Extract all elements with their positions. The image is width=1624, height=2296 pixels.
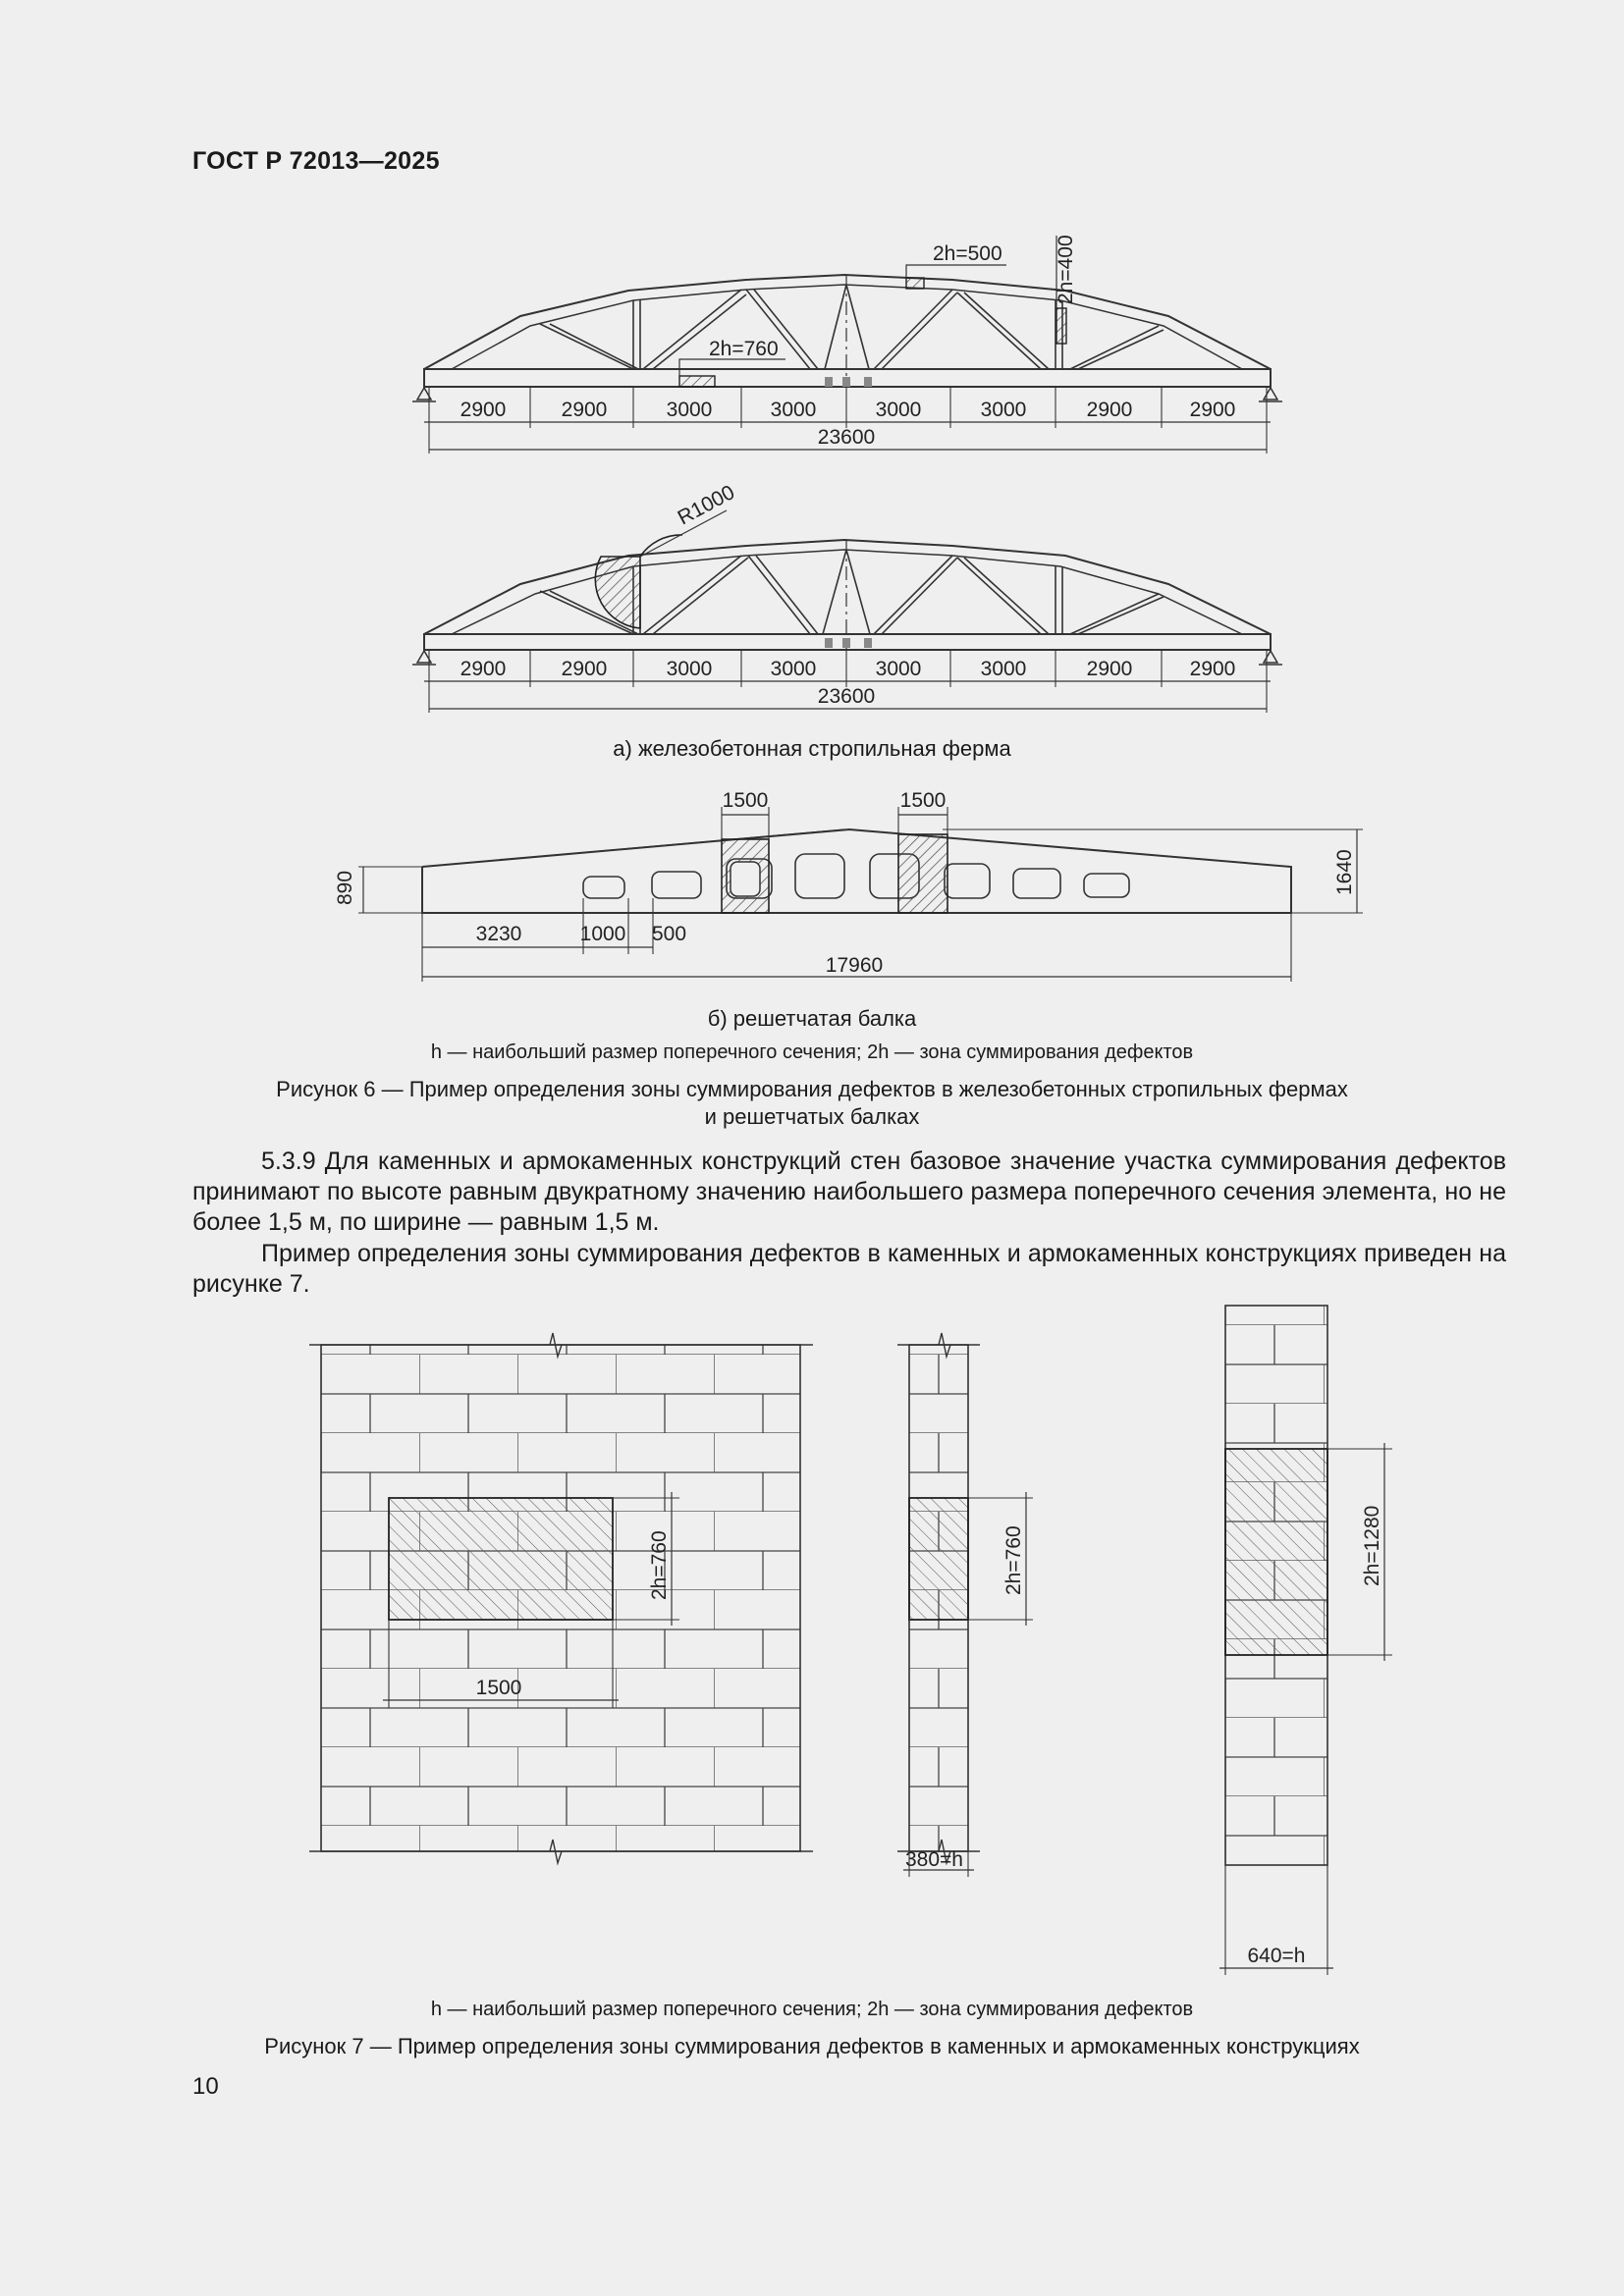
- truss-top: [412, 235, 1282, 454]
- truss-bottom: [412, 481, 1282, 713]
- truss-top-span-8: 2900: [1189, 399, 1236, 421]
- column-380: [897, 1333, 1033, 1877]
- document-header: ГОСТ Р 72013—2025: [192, 147, 440, 175]
- beam-dim-1: 3230: [475, 923, 522, 945]
- truss-bottom-radius-label: R1000: [674, 481, 738, 530]
- truss-top-span-6: 3000: [980, 399, 1027, 421]
- column-640: [1219, 1306, 1392, 1975]
- figure-6-title-line2: и решетчатых балках: [704, 1104, 920, 1129]
- figure-6-note: h — наибольший размер поперечного сечения; 2h — зона суммирования дефектов: [430, 1041, 1194, 1063]
- truss-bottom-span-5: 3000: [875, 658, 922, 680]
- page-number: 10: [192, 2073, 219, 2100]
- beam-height-left: 890: [334, 870, 356, 905]
- wall-height-label: 2h=760: [648, 1530, 671, 1600]
- figure-6-drawing: [0, 0, 1624, 1080]
- beam-total: 17960: [825, 954, 884, 977]
- truss-bottom-span-3: 3000: [666, 658, 713, 680]
- column-640-height-label: 2h=1280: [1361, 1505, 1383, 1586]
- truss-top-span-5: 3000: [875, 399, 922, 421]
- column-640-thickness-label: 640=h: [1247, 1945, 1306, 1967]
- beam-zone-width-1: 1500: [722, 789, 769, 812]
- truss-bottom-span-4: 3000: [770, 658, 817, 680]
- paragraph-5-3-9: 5.3.9 Для каменных и армокаменных конструкций стен базовое значение участка суммирования дефектов принимают по высоте равным двукратному значению наибольшего размера поперечного сечения элемента, но не более 1,5 м, по ширине — равным 1,5 м.: [192, 1148, 1506, 1236]
- paragraph-example: Пример определения зоны суммирования дефектов в каменных и армокаменных конструкциях приведен на рисунке 7.: [192, 1240, 1506, 1298]
- truss-top-span-1: 2900: [460, 399, 507, 421]
- figure-7-title: Рисунок 7 — Пример определения зоны суммирования дефектов в каменных и армокаменных конструкциях: [264, 2034, 1360, 2058]
- truss-bottom-span-7: 2900: [1086, 658, 1133, 680]
- truss-top-zone-vertical-label: 2h=400: [1055, 235, 1077, 304]
- truss-top-span-4: 3000: [770, 399, 817, 421]
- truss-top-zone-top-label: 2h=500: [933, 242, 1002, 265]
- lattice-beam: [334, 789, 1363, 982]
- truss-top-span-3: 3000: [666, 399, 713, 421]
- caption-a: а) железобетонная стропильная ферма: [613, 736, 1011, 761]
- figure-6-title-line1: Рисунок 6 — Пример определения зоны суммирования дефектов в железобетонных стропильных фермах: [276, 1077, 1348, 1101]
- wall-width-label: 1500: [475, 1677, 522, 1699]
- figure-7-note: h — наибольший размер поперечного сечения; 2h — зона суммирования дефектов: [430, 1999, 1194, 2020]
- truss-top-total: 23600: [817, 426, 876, 449]
- truss-bottom-total: 23600: [817, 685, 876, 708]
- truss-top-span-2: 2900: [561, 399, 608, 421]
- truss-bottom-span-2: 2900: [561, 658, 608, 680]
- column-380-thickness-label: 380=h: [905, 1848, 963, 1871]
- caption-b: б) решетчатая балка: [707, 1006, 917, 1031]
- truss-bottom-span-1: 2900: [460, 658, 507, 680]
- beam-height-right: 1640: [1333, 849, 1356, 895]
- truss-bottom-span-6: 3000: [980, 658, 1027, 680]
- beam-zone-width-2: 1500: [899, 789, 947, 812]
- masonry-wall: [309, 1333, 813, 1863]
- beam-dim-3: 500: [652, 923, 687, 945]
- column-380-height-label: 2h=760: [1002, 1525, 1025, 1595]
- truss-top-zone-chord-label: 2h=760: [709, 338, 779, 360]
- beam-dim-2: 1000: [579, 923, 626, 945]
- truss-bottom-span-8: 2900: [1189, 658, 1236, 680]
- figure-7-drawing: [0, 1276, 1624, 1983]
- truss-top-span-7: 2900: [1086, 399, 1133, 421]
